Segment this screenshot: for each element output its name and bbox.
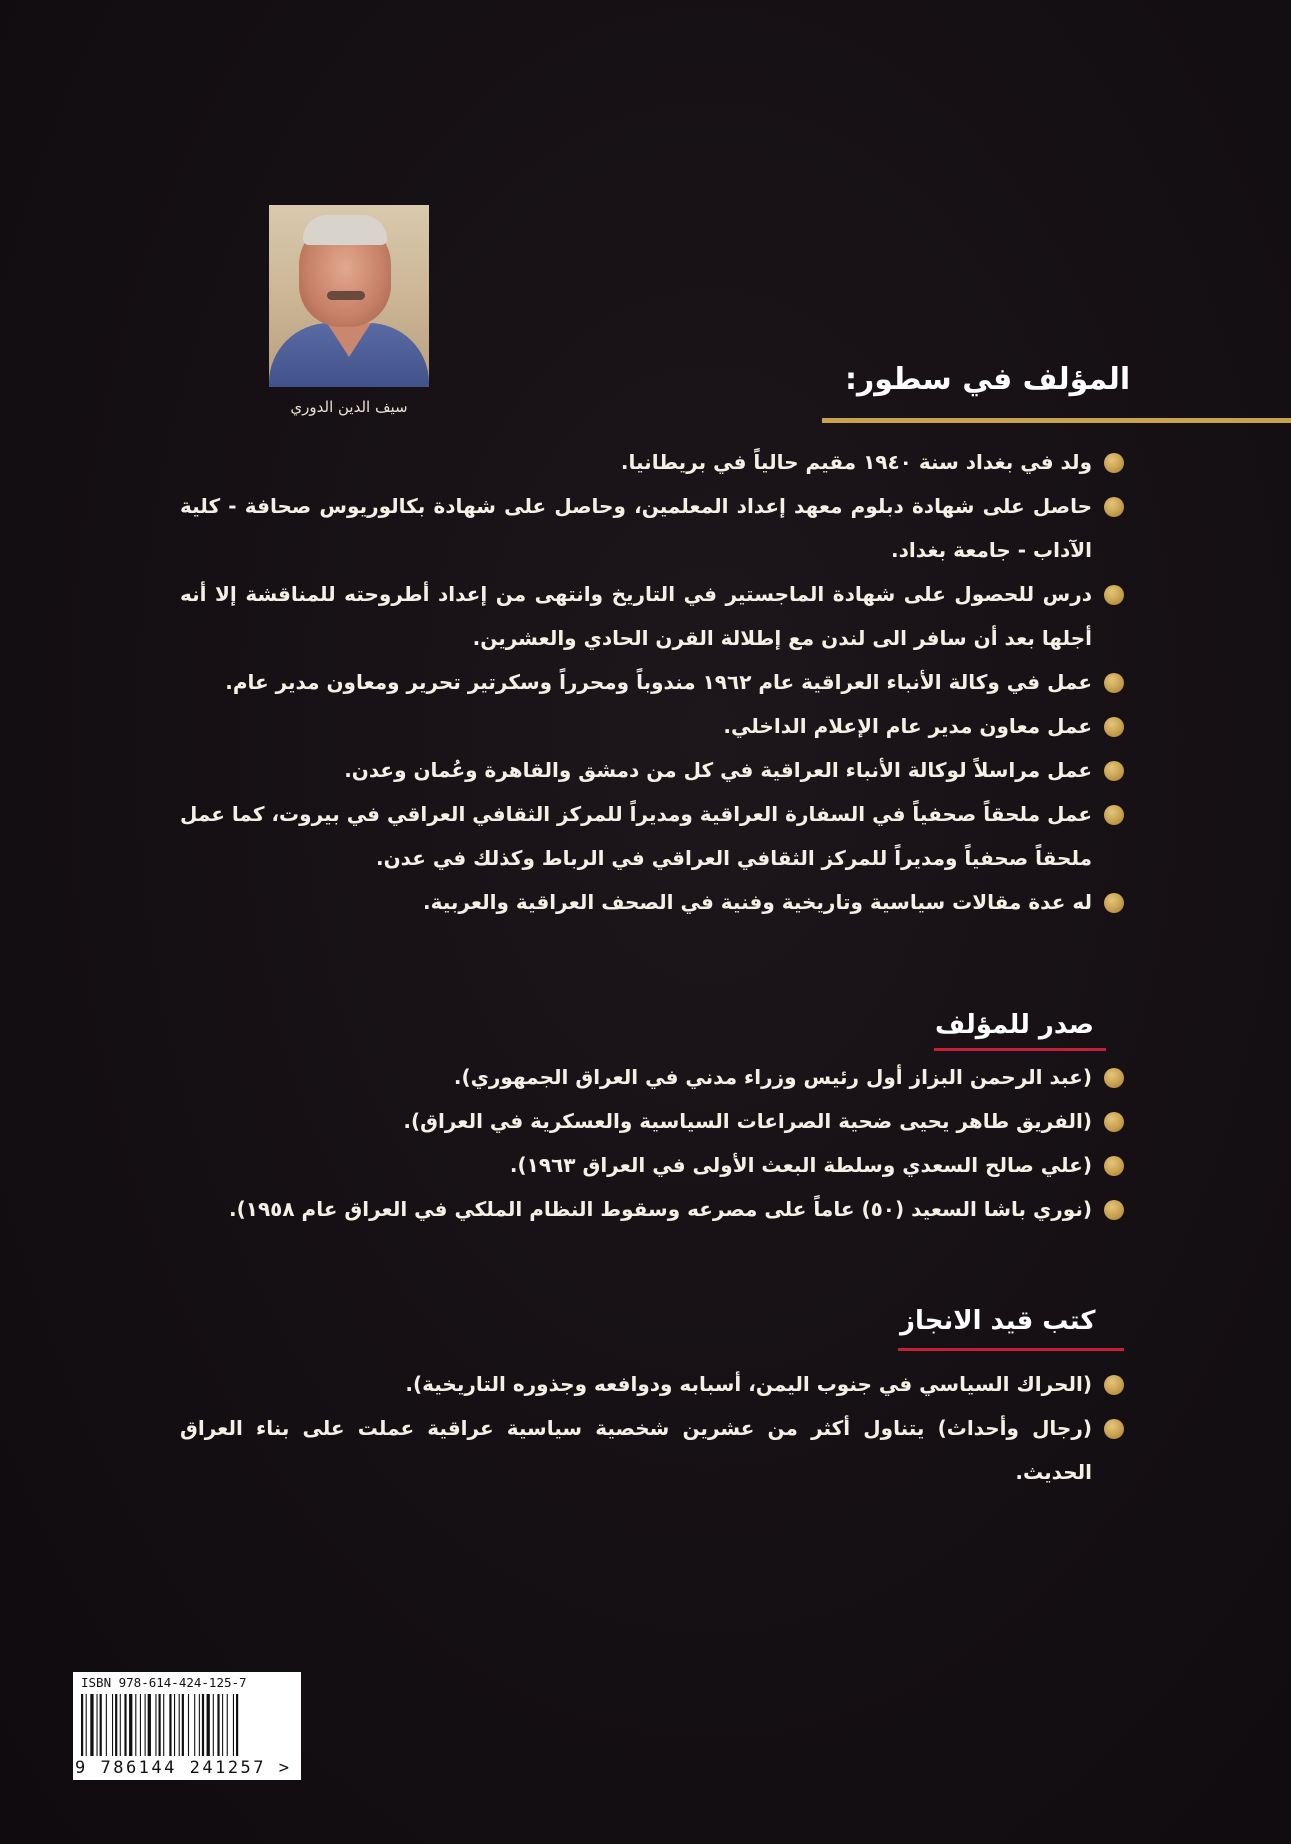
list-item: له عدة مقالات سياسية وتاريخية وفنية في الصحف العراقية والعربية. — [180, 880, 1124, 924]
list-item: ولد في بغداد سنة ١٩٤٠ مقيم حالياً في بريطانيا. — [180, 440, 1124, 484]
list-item: درس للحصول على شهادة الماجستير في التاريخ وانتهى من إعداد أطروحته للمناقشة إلا أنه أجلها بعد أن سافر الى لندن مع إطلالة القرن الحادي والعشرين. — [180, 572, 1124, 660]
author-photo — [269, 205, 429, 387]
list-item: (علي صالح السعدي وسلطة البعث الأولى في العراق ١٩٦٣). — [180, 1143, 1124, 1187]
bullet-icon — [1104, 585, 1124, 605]
bullet-icon — [1104, 805, 1124, 825]
bullet-icon — [1104, 893, 1124, 913]
red-underline — [898, 1348, 1124, 1351]
list-item: حاصل على شهادة دبلوم معهد إعداد المعلمين، وحاصل على شهادة بكالوريوس صحافة - كلية الآداب - جامعة بغداد. — [180, 484, 1124, 572]
bullet-icon — [1104, 1200, 1124, 1220]
gold-divider — [822, 418, 1291, 423]
list-item: (الحراك السياسي في جنوب اليمن، أسبابه ودوافعه وجذوره التاريخية). — [180, 1362, 1124, 1406]
barcode-digits: 9 786144 241257 > — [75, 1758, 292, 1778]
bullet-icon — [1104, 1156, 1124, 1176]
isbn-barcode — [73, 1672, 301, 1780]
list-item: عمل مراسلاً لوكالة الأنباء العراقية في كل من دمشق والقاهرة وعُمان وعدن. — [180, 748, 1124, 792]
bullet-icon — [1104, 1068, 1124, 1088]
in-progress-list — [180, 1362, 1124, 1494]
bullet-icon — [1104, 717, 1124, 737]
bio-heading: المؤلف في سطور: — [845, 362, 1131, 397]
bullet-icon — [1104, 453, 1124, 473]
bullet-icon — [1104, 497, 1124, 517]
list-item: (رجال وأحداث) يتناول أكثر من عشرين شخصية سياسية عراقية عملت على بناء العراق الحديث. — [180, 1406, 1124, 1494]
list-item: (نوري باشا السعيد (٥٠) عاماً على مصرعه وسقوط النظام الملكي في العراق عام ١٩٥٨). — [180, 1187, 1124, 1231]
list-item: عمل ملحقاً صحفياً في السفارة العراقية ومديراً للمركز الثقافي العراقي في بيروت، كما عمل ملحقاً صحفياً ومديراً للمركز الثقافي العراقي في الرباط وكذلك في عدن. — [180, 792, 1124, 880]
bullet-icon — [1104, 1112, 1124, 1132]
red-underline — [934, 1048, 1106, 1051]
bullet-icon — [1104, 1375, 1124, 1395]
in-progress-heading: كتب قيد الانجاز — [900, 1306, 1096, 1336]
list-item: عمل معاون مدير عام الإعلام الداخلي. — [180, 704, 1124, 748]
isbn-label: ISBN 978-614-424-125-7 — [81, 1675, 247, 1690]
bullet-icon — [1104, 1419, 1124, 1439]
published-list — [180, 1055, 1124, 1231]
bullet-icon — [1104, 673, 1124, 693]
list-item: (عبد الرحمن البزاز أول رئيس وزراء مدني في العراق الجمهوري). — [180, 1055, 1124, 1099]
barcode-icon — [81, 1694, 293, 1756]
bio-list — [180, 440, 1124, 924]
bullet-icon — [1104, 761, 1124, 781]
list-item: (الفريق طاهر يحيى ضحية الصراعات السياسية والعسكرية في العراق). — [180, 1099, 1124, 1143]
list-item: عمل في وكالة الأنباء العراقية عام ١٩٦٢ مندوباً ومحرراً وسكرتير تحرير ومعاون مدير عام. — [180, 660, 1124, 704]
photo-caption: سيف الدين الدوري — [290, 398, 408, 416]
published-heading: صدر للمؤلف — [935, 1010, 1094, 1040]
